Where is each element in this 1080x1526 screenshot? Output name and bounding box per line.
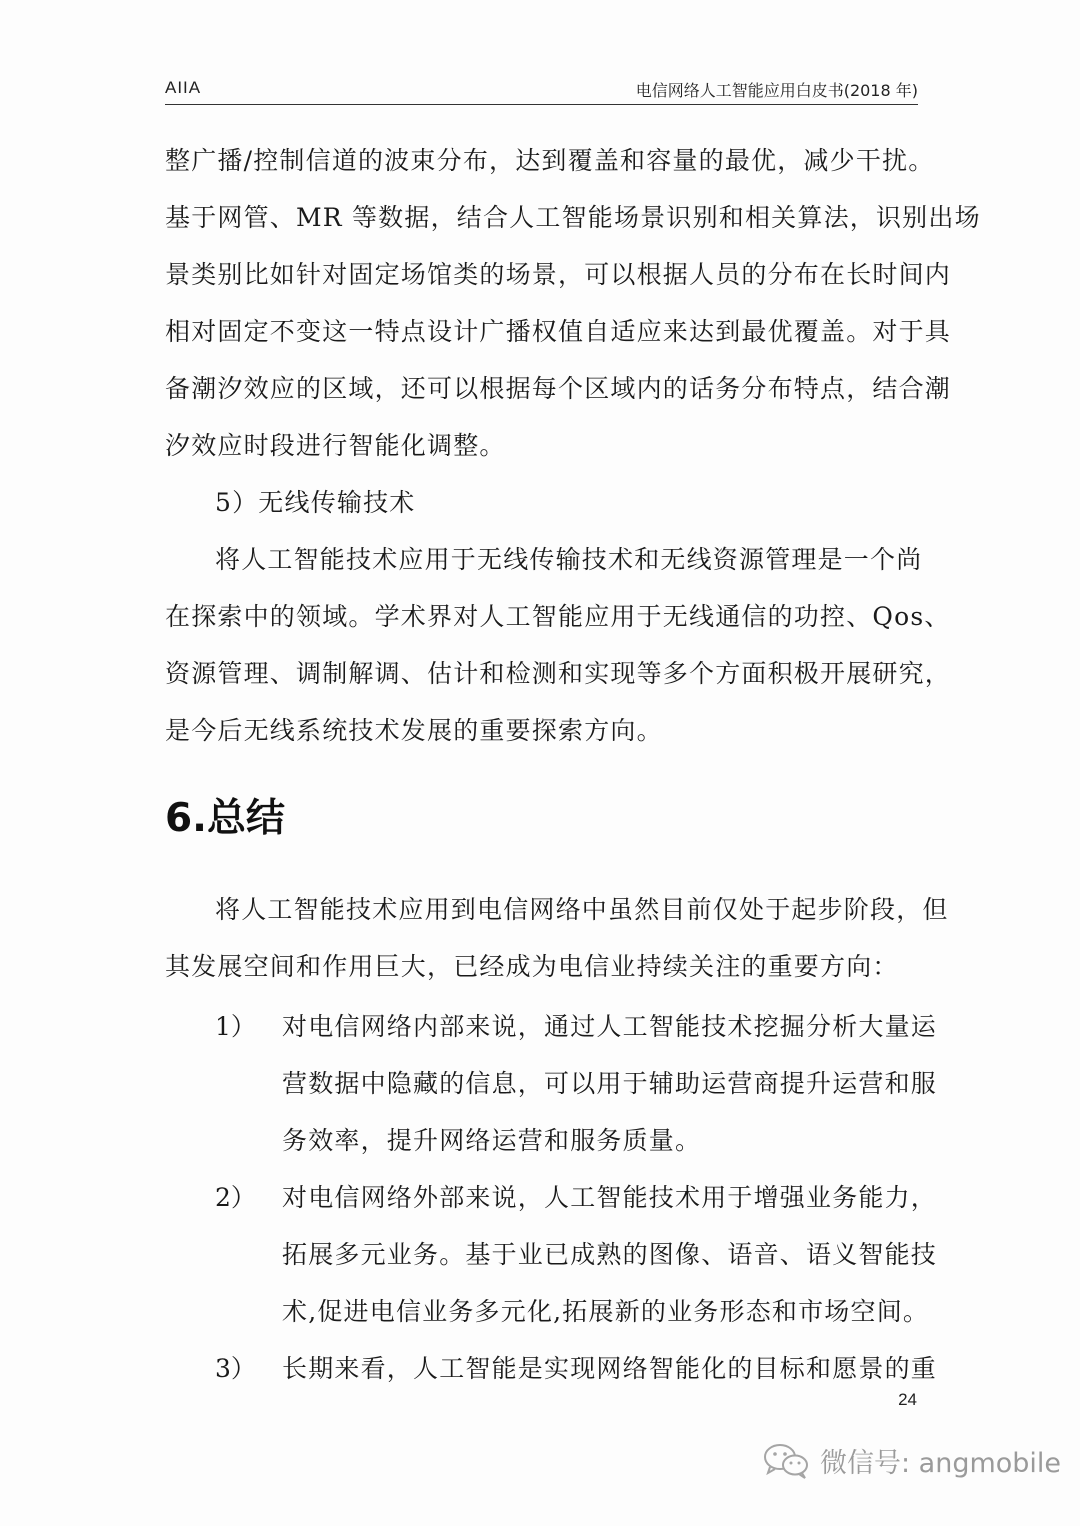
paragraph-line: 相对固定不变这一特点设计广播权值自适应来达到最优覆盖。对于具 — [165, 317, 952, 346]
list-item-line: 营数据中隐藏的信息，可以用于辅助运营商提升运营和服 — [282, 1069, 938, 1098]
list-item-number: 1） — [215, 1012, 256, 1041]
wechat-watermark — [760, 1440, 1061, 1480]
list-item-line: 务效率，提升网络运营和服务质量。 — [282, 1126, 702, 1155]
list-item-number: 3） — [215, 1354, 256, 1383]
paragraph-line: 在探索中的领域。学术界对人工智能应用于无线通信的功控、Qos、 — [165, 602, 951, 631]
paragraph-line: 汐效应时段进行智能化调整。 — [165, 431, 506, 460]
watermark-text: 微信号: angmobile — [820, 1447, 1062, 1479]
list-item-line: 对电信网络内部来说，通过人工智能技术挖掘分析大量运 — [282, 1012, 938, 1041]
paragraph-line: 景类别比如针对固定场馆类的场景，可以根据人员的分布在长时间内 — [165, 260, 952, 289]
page-header-title: 电信网络人工智能应用白皮书(2018 年) — [635, 81, 918, 100]
paragraph-line: 将人工智能技术应用到电信网络中虽然目前仅处于起步阶段，但 — [215, 895, 949, 924]
paragraph-line: 将人工智能技术应用于无线传输技术和无线资源管理是一个尚 — [215, 545, 923, 574]
list-item-line: 长期来看，人工智能是实现网络智能化的目标和愿景的重 — [282, 1354, 938, 1383]
paragraph-line: 整广播/控制信道的波束分布，达到覆盖和容量的最优，减少干扰。 — [165, 146, 935, 175]
wechat-icon — [760, 1440, 812, 1480]
header-divider — [165, 104, 918, 105]
page-number: 24 — [898, 1390, 917, 1409]
list-item-line: 术,促进电信业务多元化,拓展新的业务形态和市场空间。 — [282, 1297, 930, 1326]
paragraph-line: 备潮汐效应的区域，还可以根据每个区域内的话务分布特点，结合潮 — [165, 374, 952, 403]
paragraph-line: 基于网管、MR 等数据，结合人工智能场景识别和相关算法，识别出场 — [165, 203, 981, 232]
list-item-line: 对电信网络外部来说，人工智能技术用于增强业务能力， — [282, 1183, 938, 1212]
paragraph-line: 其发展空间和作用巨大，已经成为电信业持续关注的重要方向： — [165, 952, 899, 981]
paragraph-line: 资源管理、调制解调、估计和检测和实现等多个方面积极开展研究， — [165, 659, 952, 688]
paragraph-line: 是今后无线系统技术发展的重要探索方向。 — [165, 716, 663, 745]
list-item-number: 2） — [215, 1183, 256, 1212]
sub-heading: 5）无线传输技术 — [215, 488, 416, 517]
section-title: 6.总结 — [165, 796, 285, 841]
list-item-line: 拓展多元业务。基于业已成熟的图像、语音、语义智能技 — [282, 1240, 938, 1269]
page-header-left: AIIA — [165, 78, 202, 97]
